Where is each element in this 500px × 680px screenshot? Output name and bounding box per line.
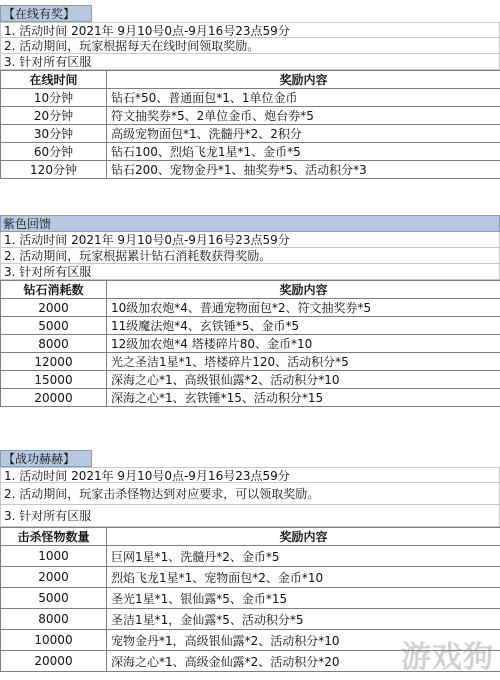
table-row [1, 371, 500, 389]
info-line: 2. 活动期间，玩家根据每天在线时间领取奖励。 [0, 38, 500, 54]
reward-cell: 深海之心*1、玄铁锤*15、活动积分*15 [107, 389, 500, 407]
info-line: 3. 针对所有区服 [0, 54, 500, 70]
table-row [1, 89, 500, 107]
reward-cell: 钻石200、宠物金丹*1、抽奖券*5、活动积分*3 [107, 161, 500, 179]
threshold-cell: 8000 [1, 609, 107, 630]
table-row [1, 588, 500, 609]
threshold-cell: 5000 [1, 317, 107, 335]
reward-cell: 钻石100、烈焰飞龙1星*1、金币*5 [107, 143, 500, 161]
column-header: 奖励内容 [107, 281, 500, 299]
info-line: 3. 针对所有区服 [0, 505, 500, 527]
column-header: 击杀怪物数量 [1, 528, 107, 546]
info-line: 1. 活动时间 2021年 9月10号0点-9月16号23点59分 [0, 232, 500, 248]
table-row [1, 609, 500, 630]
table-row [1, 161, 500, 179]
reward-table [0, 280, 500, 407]
table-row [1, 125, 500, 143]
threshold-cell: 8000 [1, 335, 107, 353]
section-header: 【在线有奖】 [0, 5, 92, 22]
reward-cell: 圣洁1星*1，金仙露*5、活动积分*5 [107, 609, 500, 630]
info-line: 1. 活动时间 2021年 9月10号0点-9月16号23点59分 [0, 467, 500, 483]
column-header: 在线时间 [1, 71, 107, 89]
reward-cell: 12级加农炮*4 塔楼碎片80、金币*10 [107, 335, 500, 353]
threshold-cell: 12000 [1, 353, 107, 371]
threshold-cell: 10分钟 [1, 89, 107, 107]
table-row [1, 143, 500, 161]
reward-cell: 高级宠物面包*1、洗髓丹*2、2积分 [107, 125, 500, 143]
reward-cell: 钻石*50、普通面包*1、1单位金币 [107, 89, 500, 107]
table-row [1, 335, 500, 353]
info-line: 2. 活动期间，玩家根据累计钻石消耗数获得奖励。 [0, 248, 500, 264]
threshold-cell: 20分钟 [1, 107, 107, 125]
column-header: 奖励内容 [107, 528, 500, 546]
threshold-cell: 15000 [1, 371, 107, 389]
reward-cell: 烈焰飞龙1星*1、宠物面包*2、金币*10 [107, 567, 500, 588]
reward-cell: 11级魔法炮*4、玄铁锤*5、金币*5 [107, 317, 500, 335]
section-purple-feedback [0, 215, 500, 407]
reward-cell: 宠物金丹*1，高级银仙露*2、活动积分*10 [107, 630, 500, 651]
threshold-cell: 120分钟 [1, 161, 107, 179]
table-row [1, 567, 500, 588]
section-header: 【战功赫赫】 [0, 450, 92, 467]
table-row [1, 317, 500, 335]
reward-cell: 符文抽奖券*5、2单位金币、炮台券*5 [107, 107, 500, 125]
reward-table [0, 70, 500, 179]
table-row [1, 546, 500, 567]
info-line: 3. 针对所有区服 [0, 264, 500, 280]
table-row [1, 107, 500, 125]
column-header: 奖励内容 [107, 71, 500, 89]
threshold-cell: 2000 [1, 299, 107, 317]
threshold-cell: 20000 [1, 389, 107, 407]
info-line: 2. 活动期间，玩家击杀怪物达到对应要求，可以领取奖励。 [0, 483, 500, 505]
section-online-reward [0, 5, 500, 179]
threshold-cell: 1000 [1, 546, 107, 567]
threshold-cell: 5000 [1, 588, 107, 609]
info-line: 1. 活动时间 2021年 9月10号0点-9月16号23点59分 [0, 22, 500, 38]
reward-cell: 巨网1星*1、洗髓丹*2、金币*5 [107, 546, 500, 567]
threshold-cell: 2000 [1, 567, 107, 588]
column-header: 钻石消耗数 [1, 281, 107, 299]
table-row [1, 299, 500, 317]
reward-cell: 深海之心*1、高级银仙露*2、活动积分*10 [107, 371, 500, 389]
section-header: 紫色回馈 [0, 215, 500, 232]
reward-cell: 10级加农炮*4、普通宠物面包*2、符文抽奖券*5 [107, 299, 500, 317]
reward-cell: 圣光1星*1、银仙露*5、金币*15 [107, 588, 500, 609]
threshold-cell: 30分钟 [1, 125, 107, 143]
threshold-cell: 20000 [1, 651, 107, 672]
table-row [1, 353, 500, 371]
reward-cell: 深海之心*1、高级金仙露*2、活动积分*20 [107, 651, 500, 672]
table-row [1, 389, 500, 407]
watermark-logo: 游戏狗 [401, 640, 494, 675]
threshold-cell: 10000 [1, 630, 107, 651]
reward-cell: 光之圣洁1星*1、塔楼碎片120、活动积分*5 [107, 353, 500, 371]
threshold-cell: 60分钟 [1, 143, 107, 161]
